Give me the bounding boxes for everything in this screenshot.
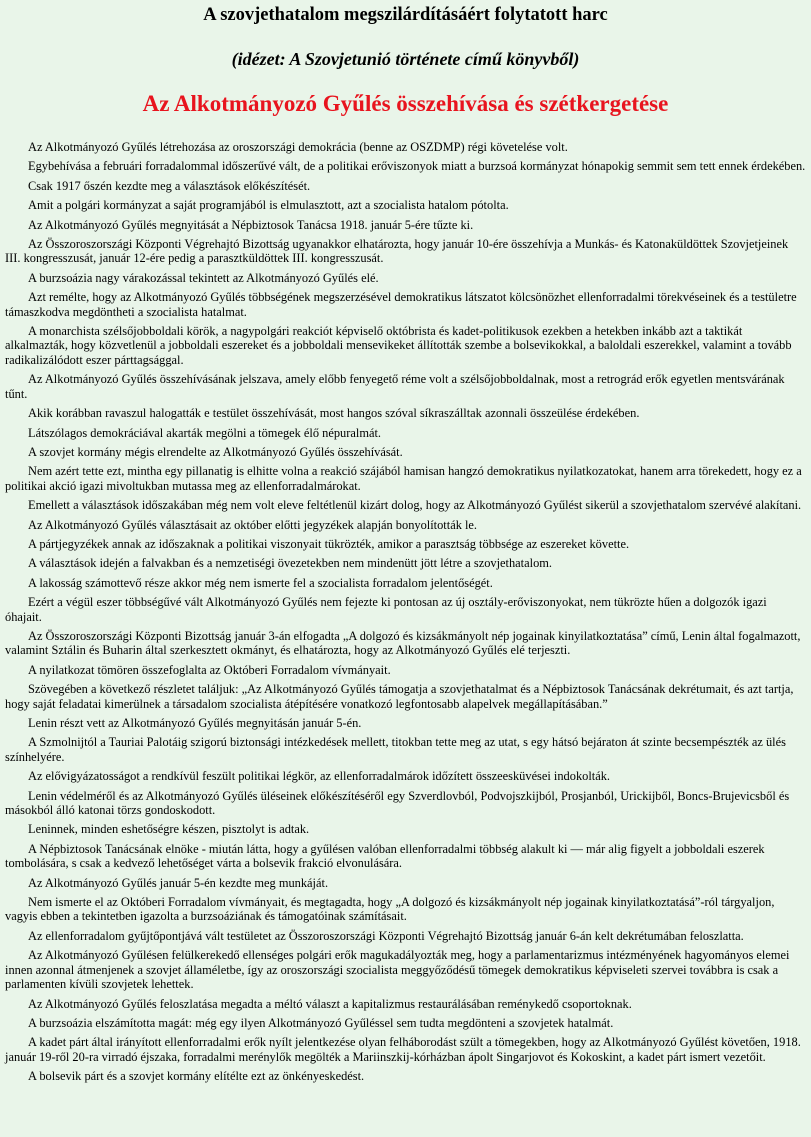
paragraph: A Népbiztosok Tanácsának elnöke - miután látta, hogy a gyűlésen valóban ellenforradalmi többség alakult ki — már alig figyelt a jobboldali eszerek tombolására, s csak a kedvező lehetőséget várta a bolsevik frakció elvonulására. — [5, 841, 765, 871]
page-title: A szovjethatalom megszilárdításáért folytatott harc — [203, 5, 608, 25]
paragraph: Csak 1917 őszén kezdte meg a választások előkészítését. — [28, 178, 311, 193]
paragraph: Az Alkotmányozó Gyűlés megnyitását a Népbiztosok Tanácsa 1918. január 5-ére tűzte ki. — [28, 217, 474, 232]
paragraph: Lenin részt vett az Alkotmányozó Gyűlés megnyitásán január 5-én. — [28, 716, 362, 730]
paragraph: Amit a polgári kormányzat a saját programjából is elmulasztott, azt a szocialista hatalom pótolta. — [28, 198, 509, 213]
paragraph: A burzsoázia elszámította magát: még egy ilyen Alkotmányozó Gyűléssel sem tudta megdönteni a szovjetek hatalmát. — [28, 1015, 614, 1030]
paragraph: Az Összoroszországi Központi Bizottság január 3-án elfogadta „A dolgozó és kizsákmányolt nép jogainak kinyilatkoztatása” című, Lenin által fogalmazott, valamint Sztálin és Buharin által szerkesztett okmányt, és elhatározta, hogy az Alkotmányozó Gyűlés elé terjeszti. — [5, 628, 801, 658]
paragraph: Leninnek, minden eshetőségre készen, pisztolyt is adtak. — [28, 822, 310, 837]
paragraph: Az Alkotmányozó Gyűlés létrehozása az oroszországi demokrácia (benne az OSZDMP) régi követelése volt. — [28, 140, 568, 154]
paragraph: A kadet párt által irányított ellenforradalmi erők nyílt jelentkezése olyan felháborodást szült a tömegekben, hogy az Alkotmányozó Gyűlést követően, 1918. január 19-ről 20-ra virradó éjszaka, forradalmi merénylők megölték a Mariinszkij-kórházban ápolt Singarjovot és Kokoskint, a kadet párt ismert vezetőit. — [5, 1035, 801, 1064]
paragraph: A Szmolnijtól a Tauriai Palotáig szigorú biztonsági intézkedések mellett, titokban tette meg az utat, s egy hátsó bejáraton át szinte becsempészték az ülés színhelyére. — [5, 735, 786, 764]
paragraph: Azt remélte, hogy az Alkotmányozó Gyűlés többségének megszerzésével demokratikus látszatot kölcsönözhet ellenforradalmi törekvéseinek és a testületre támaszkodva megdöntheti a szocialista hatalmat. — [5, 290, 797, 319]
paragraph: Egybehívása a februári forradalommal időszerűvé vált, de a politikai erőviszonyok miatt a burzsoá kormányzat hónapokig semmit sem tett ennek érdekében. — [28, 159, 806, 174]
paragraph: Emellett a választások időszakában még nem volt eleve feltétlenül kizárt dolog, hogy az Alkotmányozó Gyűlést sikerül a szovjethatalom szervévé alakítani. — [28, 498, 802, 513]
paragraph: Az Alkotmányozó Gyűlés összehívásának jelszava, amely előbb fenyegető réme volt a szélsőjobboldalnak, most a retrográd erők egyetlen mentsvárának tűnt. — [5, 372, 785, 401]
paragraph: Nem azért tette ezt, mintha egy pillanatig is elhitte volna a reakció szájából hamisan hangzó demokratikus nyilatkozatokat, hanem arra törekedett, hogy ez a politikai akció igazi mivoltukban mutassa meg az ellenforradalmárokat. — [5, 464, 802, 493]
paragraph: Az Alkotmányozó Gyűlésen felülkerekedő ellenséges polgári erők magukadályozták meg, hogy a parlamentarizmus intézményének hagyományos elemei innen azonnal átmenjenek a szovjet államéletbe, így az oroszországi szocialista meggyőződésű tömegek demokratikus képviseleti szervei továbbra is csak a parlamenten kívüli szovjetek lehettek. — [5, 948, 790, 992]
page-subtitle: (idézet: A Szovjetunió története című könyvből) — [231, 49, 580, 69]
paragraph: Az ellenforradalom gyűjtőpontjává vált testületet az Összoroszországi Központi Végrehajtó Bizottság január 6-án kelt dekrétumában feloszlatta. — [28, 928, 744, 943]
paragraph: A lakosság számottevő része akkor még nem ismerte fel a szocialista forradalom jelentőségét. — [28, 575, 493, 590]
paragraph: Az Összoroszországi Központi Végrehajtó Bizottság ugyanakkor elhatározta, hogy január 10-ére összehívja a Munkás- és Katonaküldöttek Szovjetjeinek III. kongresszusát, január 12-ére pedig a parasztküldöttek III. kongresszusát. — [5, 237, 789, 266]
paragraph: Ezért a végül eszer többségűvé vált Alkotmányozó Gyűlés nem fejezte ki pontosan az új osztály-erőviszonyokat, nem tükrözte hűen a dolgozók igazi óhajait. — [5, 595, 767, 624]
paragraph: Az Alkotmányozó Gyűlés feloszlatása megadta a méltó választ a kapitalizmus restaurálásában reménykedő csoportoknak. — [28, 996, 632, 1011]
paragraph: A nyilatkozat tömören összefoglalta az Októberi Forradalom vívmányait. — [28, 662, 391, 677]
paragraph: A szovjet kormány mégis elrendelte az Alkotmányozó Gyűlés összehívását. — [28, 444, 403, 459]
paragraph: A pártjegyzékek annak az időszaknak a politikai viszonyait tükrözték, amikor a parasztság többsége az eszereket követte. — [28, 536, 630, 551]
paragraph: Nem ismerte el az Októberi Forradalom vívmányait, és megtagadta, hogy „A dolgozó és kizsákmányolt nép jogainak kinyilatkoztatásá”-ról tárgyaljon, vagyis ebben a tekintetben igazolta a burzsoáziának és támogatóinak számításait. — [5, 895, 775, 924]
article-body — [5, 140, 806, 1084]
paragraph: Látszólagos demokráciával akarták megölni a tömegek élő népuralmát. — [28, 425, 381, 440]
paragraph: Az Alkotmányozó Gyűlés választásait az október előtti jegyzékek alapján bonyolították le. — [28, 517, 478, 532]
paragraph: A bolsevik párt és a szovjet kormány elítélte ezt az önkényeskedést. — [28, 1069, 365, 1084]
paragraph: A monarchista szélsőjobboldali körök, a nagypolgári reakciót képviselő októbrista és kadet-politikusok ezekben a hetekben inkább azt a taktikát alkalmazták, hogy közvetlenül a jobboldali eszereket és a jobboldali mensevikeket állították szembe a bolsevikokkal, a baloldali eszerekkel, valamint a tovább radikalizálódott eszer párttagsággal. — [5, 324, 792, 367]
paragraph: Lenin védelméről és az Alkotmányozó Gyűlés üléseinek előkészítéséről egy Szverdlovból, Podvojszkijból, Prosjanból, Urickijből, Boncs-Brujevicsből és másokból álló katonai törzs gondoskodott. — [5, 788, 790, 818]
paragraph: A választások idején a falvakban és a nemzetiségi övezetekben nem mindenütt jött létre a szovjethatalom. — [28, 556, 552, 571]
paragraph: Szövegében a következő részletet találjuk: „Az Alkotmányozó Gyűlés támogatja a szovjethatalmat és a Népbiztosok Tanácsának dekrétumait, és azt tartja, hogy saját feladatai kimerülnek a társadalom szocialista átépítésére vonatkozó legfontosabb alapelvek megállapításában.” — [5, 682, 794, 711]
paragraph: Az Alkotmányozó Gyűlés január 5-én kezdte meg munkáját. — [28, 875, 329, 890]
paragraph: A burzsoázia nagy várakozással tekintett az Alkotmányozó Gyűlés elé. — [28, 270, 379, 285]
paragraph: Az elővigyázatosságot a rendkívül feszült politikai légkör, az ellenforradalmárok időzített összeesküvései indokolták. — [28, 769, 611, 784]
paragraph: Akik korábban ravaszul halogatták e testület összehívását, most hangos szóval síkraszálltak azonnali összeülése érdekében. — [28, 406, 640, 421]
section-heading: Az Alkotmányozó Gyűlés összehívása és szétkergetése — [142, 91, 669, 116]
